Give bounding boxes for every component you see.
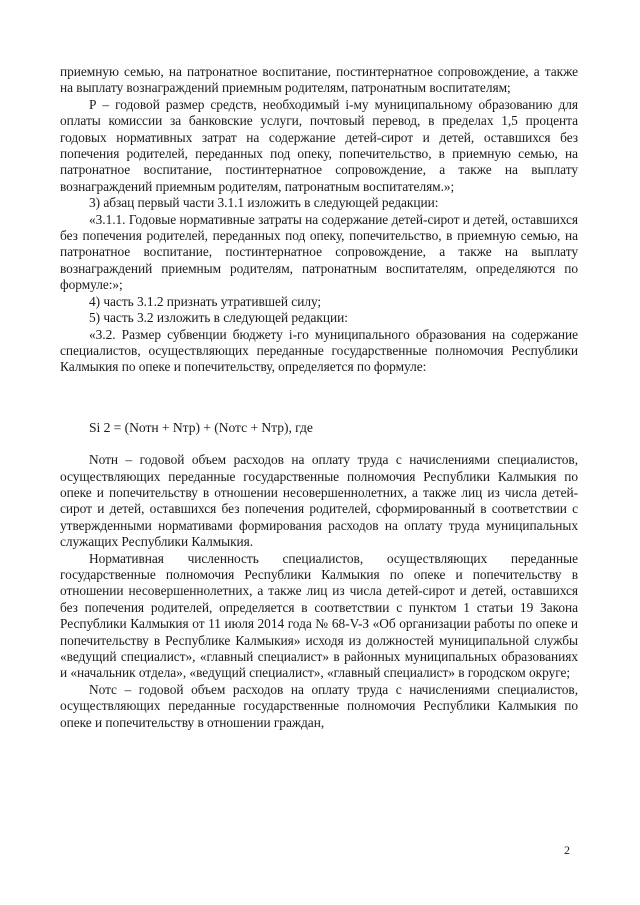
paragraph-notn-definition: Nотн – годовой объем расходов на оплату труда с начислениями специалистов, осуществляющих переданные государственные полномочия Республики Калмыкия по опеке и попечительству в отношении несовершеннолетних, а также лиц из числа детей-сирот и детей, оставшихся без попечения родителей, сформированный в соответствии с утвержденными нормативами формирования расходов на оплату труда муниципальных служащих Республики Калмыкия. xyxy=(60,452,578,550)
paragraph-3-1-1: «3.1.1. Годовые нормативные затраты на содержание детей-сирот и детей, оставшихся без попечения родителей, переданных под опеку, попечительство, в приемную семью, на патронатное воспитание, постинтернатное сопровождение, а также на выплату вознаграждений приемным родителям, патронатным воспитателям, определяются по формуле:»; xyxy=(60,211,578,293)
paragraph-continuation: приемную семью, на патронатное воспитание, постинтернатное сопровождение, а также на выплату вознаграждений приемным родителям, патронатным воспитателям; xyxy=(60,64,578,96)
paragraph-staffing-norm: Нормативная численность специалистов, осуществляющих переданные государственные полномочия Республики Калмыкия по опеке и попечительству в отношении несовершеннолетних, а также лиц из числа детей-сирот и детей, оставшихся без попечения родителей, определяется в соответствии с пунктом 1 статьи 19 Закона Республики Калмыкия от 11 июля 2014 года № 68-V-З «Об организации работы по опеке и попечительству в Республике Калмыкия» исходя из должностей муниципальной службы «ведущий специалист», «главный специалист» в районных муниципальных образованиях и «начальник отдела», «ведущий специалист», «главный специалист» в городском округе; xyxy=(60,550,578,681)
paragraph-item-4: 4) часть 3.1.2 признать утратившей силу; xyxy=(89,293,322,309)
paragraph-item-3: 3) абзац первый части 3.1.1 изложить в следующей редакции: xyxy=(89,195,439,211)
page-number: 2 xyxy=(564,843,570,857)
paragraph-nots-definition: Nотс – годовой объем расходов на оплату труда с начислениями специалистов, осуществляющих переданные государственные полномочия Республики Калмыкия по опеке и попечительству в отношении граждан, xyxy=(60,681,578,730)
document-body xyxy=(60,64,578,731)
formula: Si 2 = (Nотн + Nтр) + (Nотс + Nтр), где xyxy=(89,419,313,435)
paragraph-p-definition: Р – годовой размер средств, необходимый i-му муниципальному образованию для оплаты комиссии за банковские услуги, почтовый перевод, в пределах 1,5 процента годовых нормативных затрат на содержание детей-сирот и детей, оставшихся без попечения родителей, переданных под опеку, попечительство, в приемную семью, на патронатное воспитание, постинтернатное сопровождение, а также на выплату вознаграждений приемным родителям, патронатным воспитателям.»; xyxy=(60,96,578,194)
paragraph-3-2: «3.2. Размер субвенции бюджету i-го муниципального образования на содержание специалистов, осуществляющих переданные государственные полномочия Республики Калмыкия по опеке и попечительству, определяется по формуле: xyxy=(60,326,578,375)
paragraph-item-5: 5) часть 3.2 изложить в следующей редакции: xyxy=(89,310,348,326)
